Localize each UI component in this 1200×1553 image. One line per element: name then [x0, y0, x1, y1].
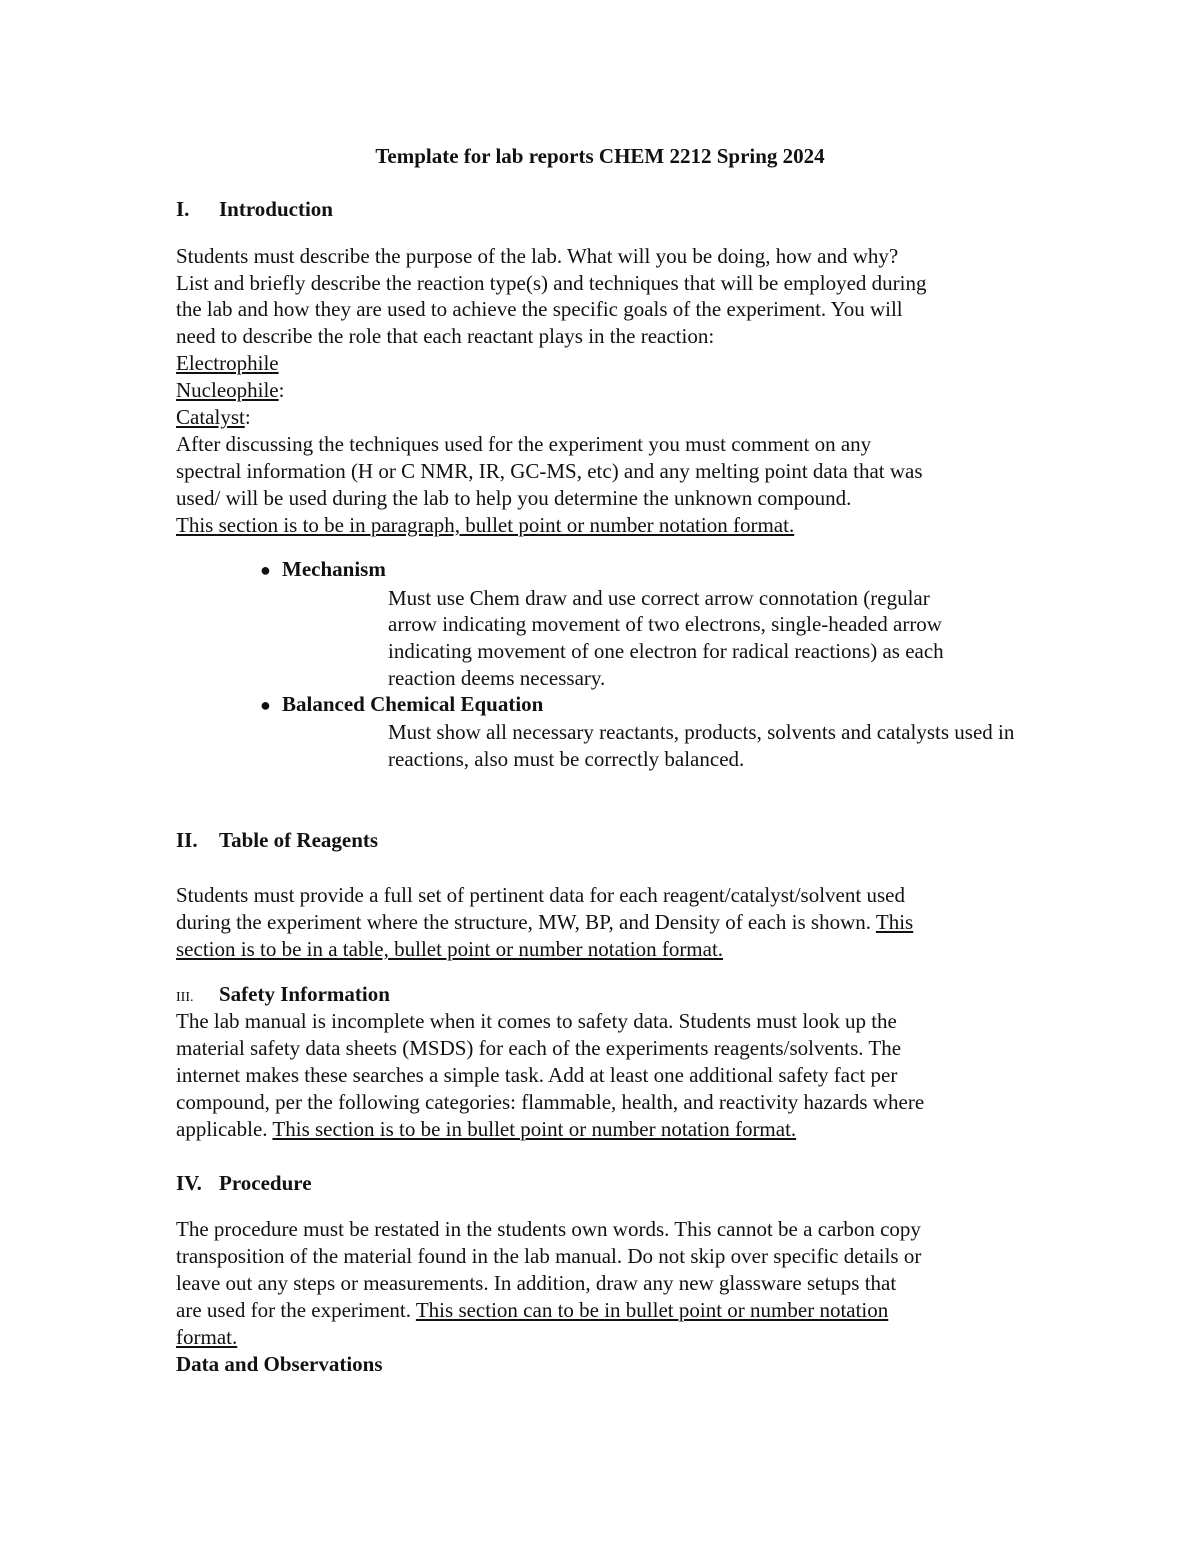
procedure-line-2: transposition of the material found in the lab manual. Do not skip over specific details or [176, 1244, 922, 1268]
safety-line-1: The lab manual is incomplete when it comes to safety data. Students must look up the [176, 1009, 897, 1033]
section-number: IV. [176, 1171, 202, 1195]
section-heading-reagents [176, 828, 378, 853]
safety-line-4: compound, per the following categories: flammable, health, and reactivity hazards where [176, 1090, 925, 1114]
after-line-3: used/ will be used during the lab to help you determine the unknown compound. [176, 486, 852, 510]
section-heading-procedure [176, 1171, 312, 1196]
after-line-2: spectral information (H or C NMR, IR, GC-MS, etc) and any melting point data that was [176, 459, 923, 483]
bullet-icon: ● [260, 560, 271, 580]
intro-line-3: the lab and how they are used to achieve the specific goals of the experiment. You will [176, 297, 903, 321]
section-number: I. [176, 197, 190, 221]
mechanism-line-1: Must use Chem draw and use correct arrow connotation (regular [388, 586, 930, 610]
section-title: Introduction [219, 197, 333, 221]
intro-line-4: need to describe the role that each reactant plays in the reaction: [176, 324, 715, 348]
reagents-line-2: during the experiment where the structure, MW, BP, and Density of each is shown. This [176, 910, 914, 934]
after-line-1: After discussing the techniques used for the experiment you must comment on any [176, 432, 872, 456]
safety-line-3: internet makes these searches a simple task. Add at least one additional safety fact per [176, 1063, 898, 1087]
mechanism-line-3: indicating movement of one electron for radical reactions) as each [388, 639, 944, 663]
role-catalyst: Catalyst: [176, 405, 251, 429]
document-title: Template for lab reports CHEM 2212 Spring 2024 [375, 144, 825, 168]
section-heading-safety [176, 982, 390, 1007]
procedure-line-5: format. [176, 1325, 238, 1349]
mechanism-line-2: arrow indicating movement of two electrons, single-headed arrow [388, 612, 942, 636]
intro-format-note: This section is to be in paragraph, bullet point or number notation format. [176, 513, 795, 537]
reagents-line-1: Students must provide a full set of pertinent data for each reagent/catalyst/solvent used [176, 883, 905, 907]
safety-line-2: material safety data sheets (MSDS) for each of the experiments reagents/solvents. The [176, 1036, 902, 1060]
safety-line-5: applicable. This section is to be in bullet point or number notation format. [176, 1117, 797, 1141]
intro-line-2: List and briefly describe the reaction type(s) and techniques that will be employed during [176, 271, 927, 295]
equation-line-2: reactions, also must be correctly balanced. [388, 747, 745, 771]
bullet-icon: ● [260, 695, 271, 715]
section-heading-introduction [176, 197, 333, 222]
section-title: Procedure [219, 1171, 312, 1195]
section-title: Table of Reagents [219, 828, 379, 852]
data-observations-heading: Data and Observations [176, 1352, 383, 1376]
section-number: III. [176, 990, 194, 1005]
procedure-line-1: The procedure must be restated in the students own words. This cannot be a carbon copy [176, 1217, 921, 1241]
section-title: Safety Information [219, 982, 390, 1006]
procedure-line-4: are used for the experiment. This section can to be in bullet point or number notation [176, 1298, 889, 1322]
reagents-line-3: section is to be in a table, bullet point or number notation format. [176, 937, 724, 961]
bullet-mechanism: ● Mechanism [260, 557, 386, 581]
procedure-line-3: leave out any steps or measurements. In addition, draw any new glassware setups that [176, 1271, 897, 1295]
bullet-balanced-equation: ● Balanced Chemical Equation [260, 692, 544, 716]
role-electrophile: Electrophile [176, 351, 279, 375]
intro-line-1: Students must describe the purpose of the lab. What will you be doing, how and why? [176, 244, 899, 268]
equation-line-1: Must show all necessary reactants, products, solvents and catalysts used in [388, 720, 1015, 744]
role-nucleophile: Nucleophile: [176, 378, 285, 402]
section-number: II. [176, 828, 198, 852]
mechanism-line-4: reaction deems necessary. [388, 666, 606, 690]
